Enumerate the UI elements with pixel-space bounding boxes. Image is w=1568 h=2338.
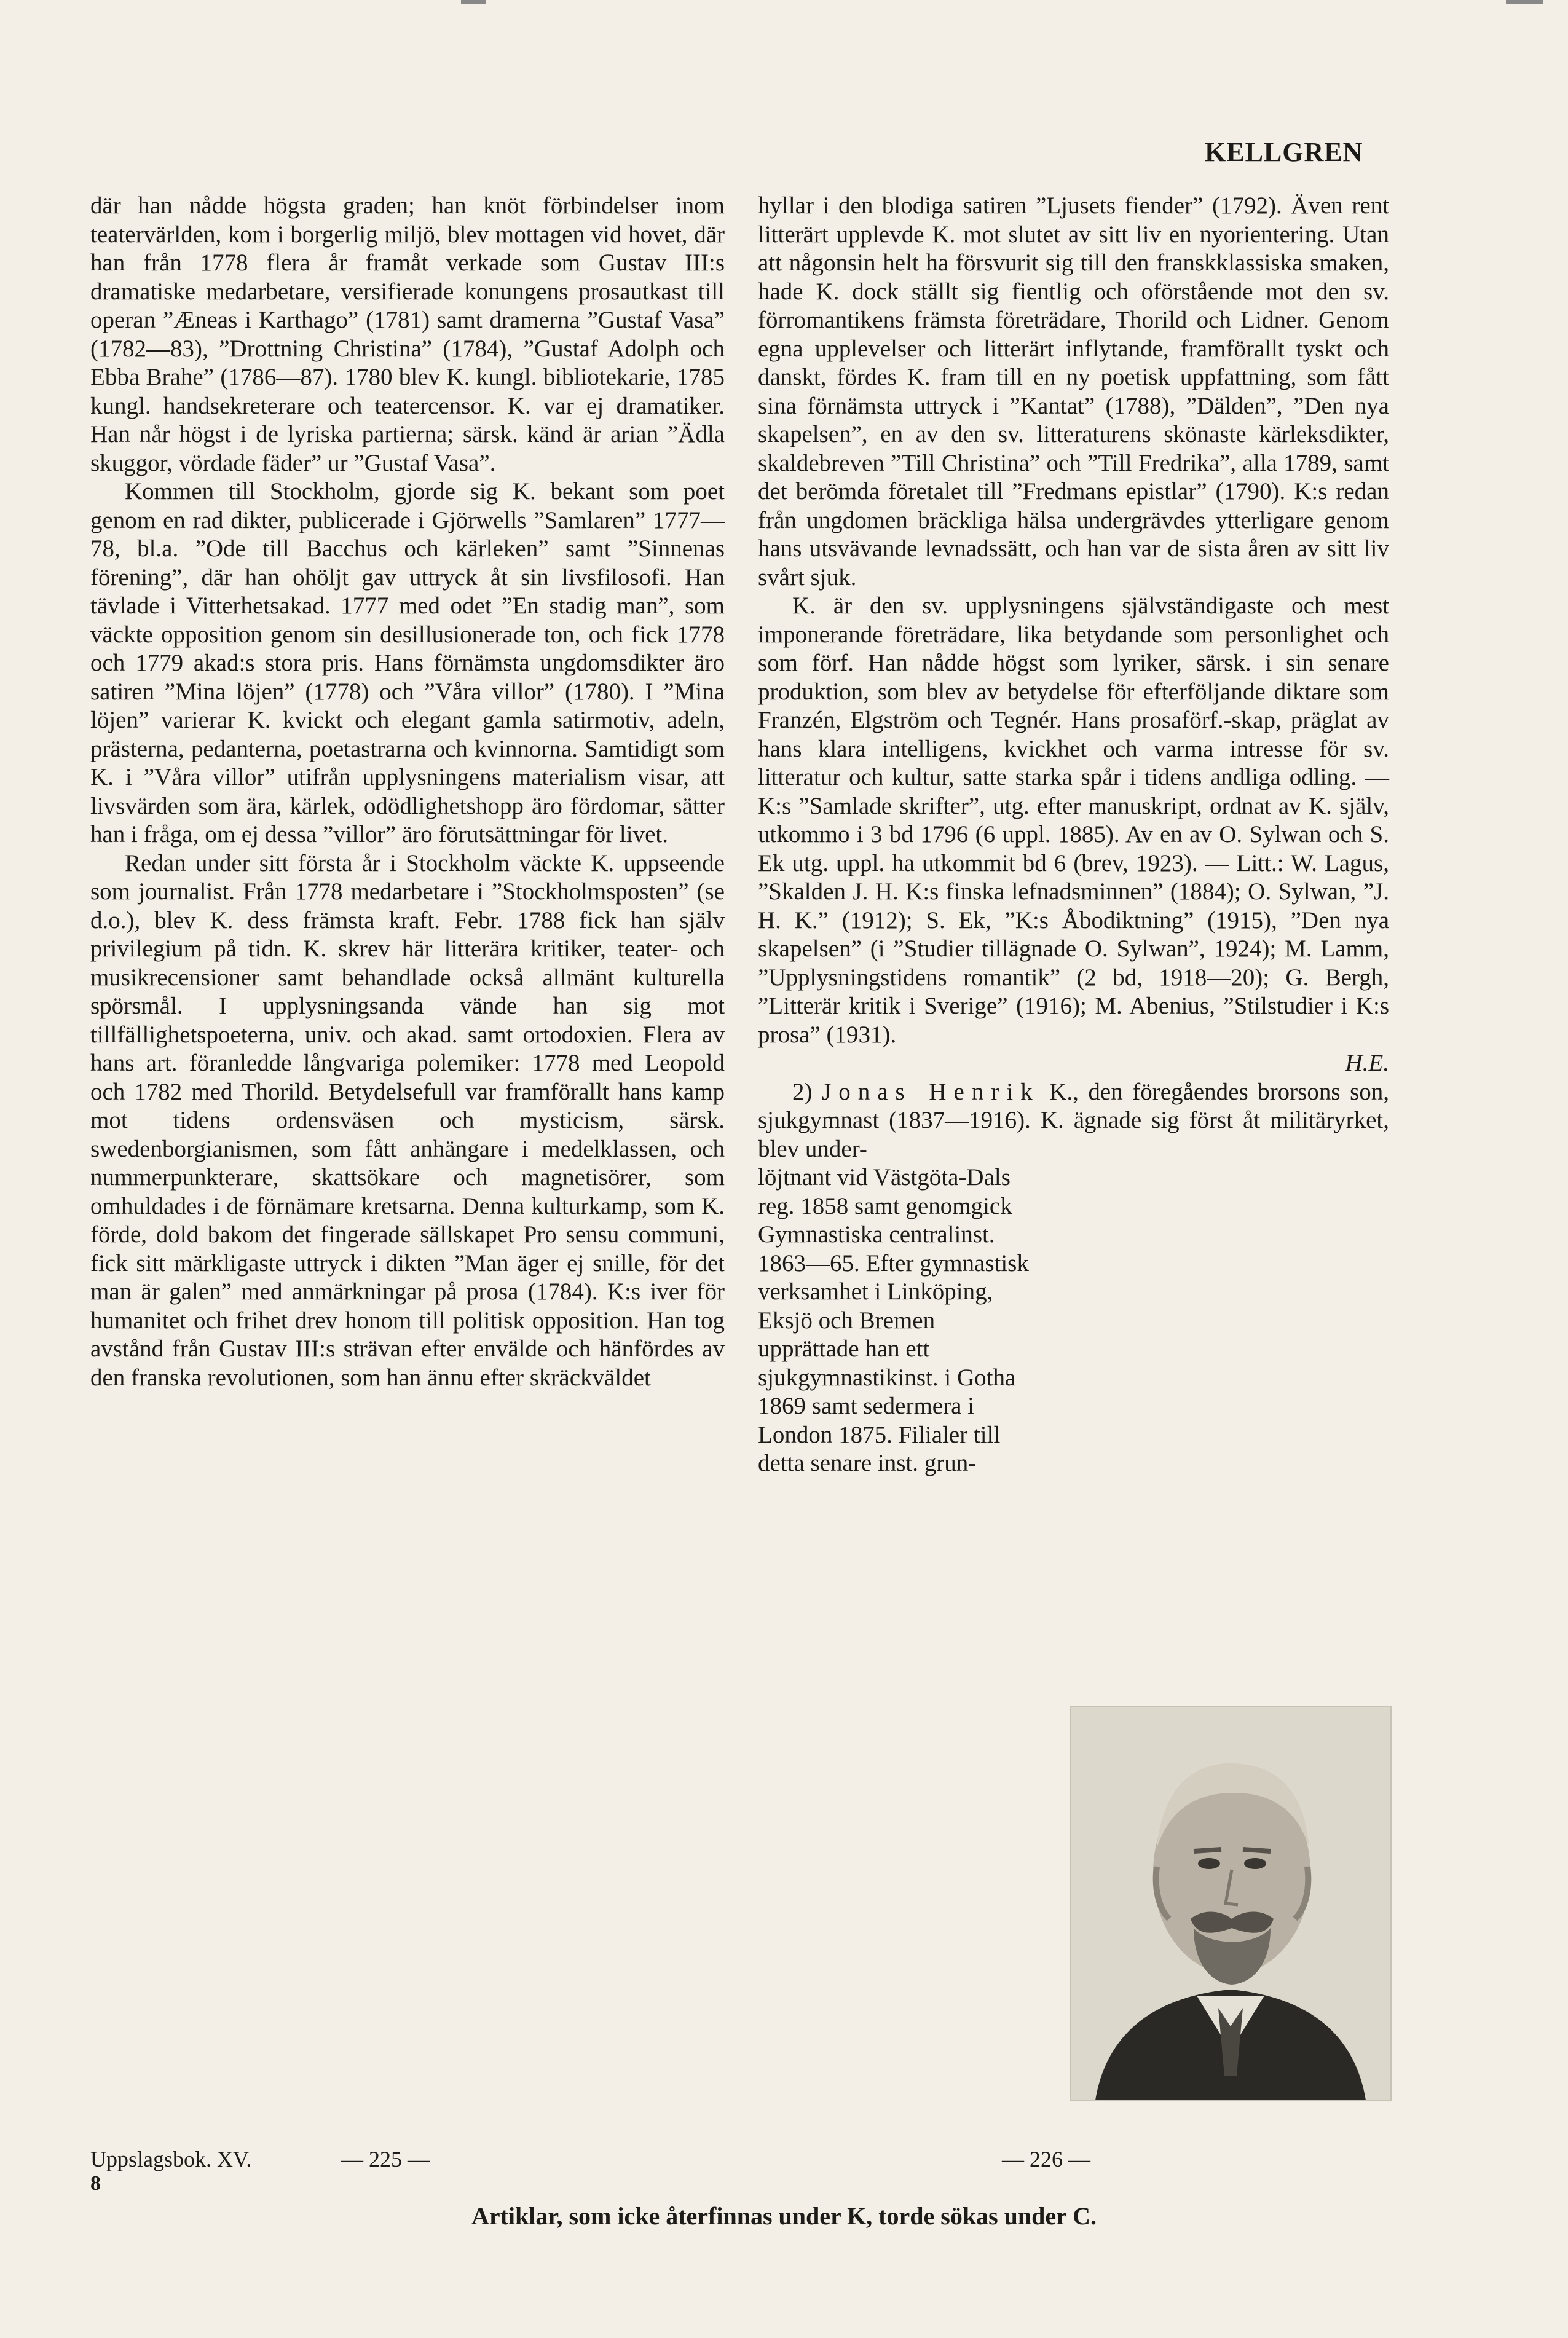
footer-note: Artiklar, som icke återfinnas under K, torde sökas under C. <box>471 2202 1097 2230</box>
page-number-left: — 225 — <box>341 2147 430 2171</box>
portrait-photo <box>1070 1706 1392 2101</box>
paragraph: hyllar i den blodiga satiren ”Ljusets fiender” (1792). Även rent litterärt upplevde K. mot slutet av sitt liv en nyorientering. Utan att någonsin helt ha försvurit sig till den franskklassiska smaken, hade K. dock ställt sig fientlig och oförstående mot den sv. förromantikens främsta företrädare, Thorild och Lidner. Genom egna upplevelser och litterärt inflytande, framförallt tyskt och danskt, fördes K. fram till en ny poetisk uppfattning, som fått sina förnämsta uttryck i ”Kantat” (1788), ”Dälden”, ”Den nya skapelsen”, en av den sv. litteraturens skönaste kärleksdikter, skaldebreven ”Till Christina” och ”Till Fredrika”, alla 1789, samt det berömda företalet till ”Fredmans epistlar” (1790). K:s redan från ungdomen bräckliga hälsa undergrävdes ytterligare genom hans utsvävande levnadssätt, och han var de sista åren av sitt liv svårt sjuk. <box>758 192 1389 591</box>
signature-mark: 8 <box>90 2172 101 2195</box>
portrait-illustration <box>1071 1707 1390 2100</box>
scan-artifact <box>461 0 486 4</box>
scan-artifact <box>1506 0 1543 4</box>
left-column <box>90 192 725 1392</box>
footer-volume <box>90 2146 251 2195</box>
entry-2-intro <box>758 1078 1389 1164</box>
entry-text: K., den föregåendes brorsons son, sjukgymnast (1837—1916). K. ägnade sig först åt militäryrket, blev under- <box>758 1078 1390 1162</box>
author-signature: H.E. <box>1345 1050 1389 1076</box>
paragraph: Redan under sitt första år i Stockholm väckte K. uppseende som journalist. Från 1778 medarbetare i ”Stockholmsposten” (se d.o.), blev K. dess främsta kraft. Febr. 1788 fick han själv privilegium på tidn. K. skrev här litterära kritiker, teater- och musikrecensioner samt behandlade också allmänt kulturella spörsmål. I upplysningsanda vände han sig mot tillfällighetspoeterna, univ. och akad. samt ortodoxien. Flera av hans art. föranledde långvariga polemiker: 1778 med Leopold och 1782 med Thorild. Betydelsefull var framförallt hans kamp mot tidens ordensväsen och mysticism, särsk. swedenborgianismen, som fått anhängare i medelklassen, och nummerpunkterare, skattsökare och magnetisörer, som omhuldades i de förnämare kretsarna. Denna kulturkamp, som K. förde, dold bakom det fingerade sällskapet Pro sensu communi, fick sitt märkligaste uttryck i dikten ”Man äger ej snille, för det man är galen” med anmärkningar på prosa (1784). K:s iver för humanitet och frihet drev honom till politisk opposition. Han tog avstånd från Gustav III:s strävan efter envälde och hänfördes av den franska revolutionen, som han ännu efter skräckväldet <box>90 849 725 1391</box>
entry-name: Jonas Henrik <box>822 1078 1040 1105</box>
paragraph: Kommen till Stockholm, gjorde sig K. bekant som poet genom en rad dikter, publicerade i Gjörwells ”Samlaren” 1777—78, bl.a. ”Ode till Bacchus och kärleken” samt ”Sinnenas förening”, där han ohöljt gav uttryck åt sin livsfilosofi. Han tävlade i Vitterhetsakad. 1777 med odet ”En stadig man”, som väckte opposition genom sin desillusionerade ton, och fick 1778 och 1779 akad:s stora pris. Hans förnämsta ungdomsdikter äro satiren ”Mina löjen” (1778) och ”Våra villor” (1780). I ”Mina löjen” varierar K. kvickt och elegant gamla satirmotiv, adeln, prästerna, pedanterna, poetastrarna och kvinnorna. Samtidigt som K. i ”Våra villor” utifrån upplysningens materialism visar, att livsvärden som ära, kärlek, odödlighetshopp äro fördomar, sätter han i fråga, om ej dessa ”villor” äro förutsättningar för livet. <box>90 478 725 848</box>
running-head: KELLGREN <box>1205 137 1363 167</box>
paragraph: där han nådde högsta graden; han knöt förbindelser inom teatervärlden, kom i borgerlig miljö, blev mottagen vid hovet, där han från 1778 flera år framåt verkade som Gustav III:s dramatiske medarbetare, versifierade konungens prosautkast till operan ”Æneas i Karthago” (1781) samt dramerna ”Gustaf Vasa” (1782—83), ”Drottning Christina” (1784), ”Gustaf Adolph och Ebba Brahe” (1786—87). 1780 blev K. kungl. bibliotekarie, 1785 kungl. handsekreterare och teatercensor. K. var ej dramatiker. Han når högst i de lyriska partierna; särsk. känd är arian ”Ädla skuggor, vördade fäder” ur ”Gustaf Vasa”. <box>90 192 725 476</box>
page-number-right: — 226 — <box>1002 2147 1090 2171</box>
entry-2-text: löjtnant vid Västgöta-Dals reg. 1858 samt genomgick Gymnastiska centralinst. 1863—65. Efter gymnastisk verksamhet i Linköping, Eksjö och Bremen upprättade han ett sjukgymnastikinst. i Gotha 1869 samt sedermera i London 1875. Filialer till detta senare inst. grun- <box>758 1164 1029 1476</box>
right-column <box>758 192 1389 1478</box>
volume-label: Uppslagsbok. XV. <box>90 2147 252 2171</box>
paragraph: K. är den sv. upplysningens självständigaste och mest imponerande företrädare, lika betydande som personlighet och som förf. Han nådde högst som lyriker, särsk. i sin senare produktion, som blev av betydelse för efterföljande diktare som Franzén, Elgström och Tegnér. Hans prosaförf.-skap, präglat av hans klara intelligens, kvickhet och varma intresse för sv. litteratur och kultur, satte starka spår i tidens andliga odling. — K:s ”Samlade skrifter”, utg. efter manuskript, ordnat av K. själv, utkommo i 3 bd 1796 (6 uppl. 1885). Av en av O. Sylwan och S. Ek utg. uppl. ha utkommit bd 6 (brev, 1923). — Litt.: W. Lagus, ”Skalden J. H. K:s finska lefnadsminnen” (1884); O. Sylwan, ”J. H. K.” (1912); S. Ek, ”K:s Åbodiktning” (1915), ”Den nya skapelsen” (i ”Studier tillägnade O. Sylwan”, 1924); M. Lamm, ”Upplysningstidens romantik” (2 bd, 1918—20); G. Bergh, ”Litterär kritik i Sverige” (1916); M. Abenius, ”Stilstudier i K:s prosa” (1931). <box>758 592 1389 1048</box>
entry-number: 2) <box>792 1078 813 1105</box>
